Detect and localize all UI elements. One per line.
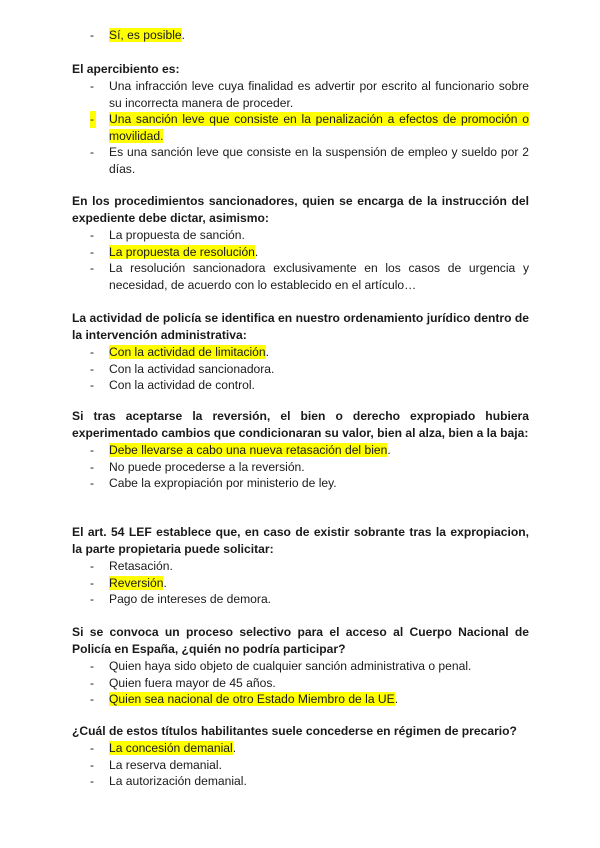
question-block-5 — [72, 524, 529, 608]
option-item: - Retasación. — [90, 559, 173, 573]
option-item: - Quien fuera mayor de 45 años. — [90, 675, 276, 690]
option-text: La propuesta de resolución — [109, 244, 255, 259]
option-list — [72, 558, 529, 608]
option-list — [72, 442, 529, 492]
option-item: - Una sanción leve que consiste en la penalización a efectos de promoción o movilidad. — [90, 112, 529, 143]
option-text: Retasación. — [109, 559, 173, 573]
option-text: Una infracción leve cuya finalidad es advertir por escrito al funcionario sobre su incorrecta manera de proceder. — [109, 79, 529, 110]
question-text: Si tras aceptarse la reversión, el bien o derecho expropiado hubiera experimentado cambios que condicionaran su valor, bien al alza, bien a la baja: — [72, 409, 529, 440]
option-text: La concesión demanial — [109, 741, 233, 755]
option-text: La reserva demanial. — [109, 757, 222, 772]
option-text: Quien sea nacional de otro Estado Miembro de la UE — [109, 692, 395, 707]
question-text: En los procedimientos sancionadores, quien se encarga de la instrucción del expediente debe dictar, asimismo: — [72, 194, 529, 225]
option-item: - Con la actividad de control. — [90, 378, 255, 393]
option-item: - No puede procederse a la reversión. — [90, 459, 305, 474]
question-block-7 — [72, 723, 529, 790]
option-text: Reversión — [109, 575, 164, 590]
question-text: Si se convoca un proceso selectivo para el acceso al Cuerpo Nacional de Policía en España, ¿quién no podría participar? — [72, 625, 529, 656]
option-text: Quien fuera mayor de 45 años. — [109, 675, 276, 690]
option-item: - Pago de intereses de demora. — [90, 592, 272, 607]
question-block-2 — [72, 193, 529, 293]
option-item: - Cabe la expropiación por ministerio de ley. — [90, 476, 337, 491]
option-item: - Sí, es posible. — [90, 28, 185, 42]
option-list — [72, 658, 529, 708]
option-text: La resolución sancionadora exclusivamente en los casos de urgencia y necesidad, de acuerdo con lo establecido en el artículo… — [109, 261, 529, 292]
option-item: - Quien haya sido objeto de cualquier sanción administrativa o penal. — [90, 659, 472, 673]
option-text: Con la actividad de control. — [109, 378, 255, 393]
option-item: - La autorización demanial. — [90, 774, 247, 789]
option-item: - Reversión. — [90, 575, 167, 590]
option-text: Con la actividad de limitación — [109, 345, 266, 359]
option-text: No puede procederse a la reversión. — [109, 459, 305, 474]
option-text: La propuesta de sanción. — [109, 228, 245, 242]
option-item: - La reserva demanial. — [90, 757, 222, 772]
question-text: El apercibiento es: — [72, 62, 180, 76]
question-block-3 — [72, 310, 529, 394]
question-block-0 — [72, 27, 529, 44]
option-item: - Quien sea nacional de otro Estado Miembro de la UE. — [90, 692, 399, 707]
option-item: - La propuesta de resolución. — [90, 244, 259, 259]
option-text: Es una sanción leve que consiste en la suspensión de empleo y sueldo por 2 días. — [109, 145, 529, 176]
option-text: La autorización demanial. — [109, 774, 247, 789]
question-block-4 — [72, 408, 529, 492]
option-list — [72, 344, 529, 394]
option-text: Cabe la expropiación por ministerio de ley. — [109, 476, 337, 491]
question-block-6 — [72, 624, 529, 708]
option-item: - La resolución sancionadora exclusivamente en los casos de urgencia y necesidad, de acuerdo con lo establecido en el artículo… — [90, 261, 529, 292]
option-item: - Con la actividad de limitación. — [90, 345, 270, 359]
option-item: - Una infracción leve cuya finalidad es advertir por escrito al funcionario sobre su incorrecta manera de proceder. — [90, 79, 529, 110]
option-text: Debe llevarse a cabo una nueva retasación del bien — [109, 443, 388, 457]
question-text: La actividad de policía se identifica en nuestro ordenamiento jurídico dentro de la intervención administrativa: — [72, 311, 529, 342]
question-text: ¿Cuál de estos títulos habilitantes suele concederse en régimen de precario? — [72, 724, 517, 738]
option-item: - La propuesta de sanción. — [90, 228, 245, 242]
option-text: Una sanción leve que consiste en la penalización a efectos de promoción o movilidad. — [109, 112, 529, 143]
option-text: Quien haya sido objeto de cualquier sanción administrativa o penal. — [109, 659, 472, 673]
option-list — [72, 740, 529, 790]
option-list — [72, 227, 529, 293]
question-text: El art. 54 LEF establece que, en caso de existir sobrante tras la expropiacion, la parte propietaria puede solicitar: — [72, 525, 529, 556]
option-item: - La concesión demanial. — [90, 741, 237, 755]
question-block-1 — [72, 61, 529, 178]
option-text: Sí, es posible — [109, 28, 182, 42]
option-list — [72, 27, 529, 44]
option-item: - Con la actividad sancionadora. — [90, 361, 275, 376]
option-text: Pago de intereses de demora. — [109, 592, 272, 607]
option-text: Con la actividad sancionadora. — [109, 361, 275, 376]
option-list — [72, 78, 529, 178]
option-item: - Debe llevarse a cabo una nueva retasación del bien. — [90, 443, 391, 457]
option-item: - Es una sanción leve que consiste en la suspensión de empleo y sueldo por 2 días. — [90, 145, 529, 176]
